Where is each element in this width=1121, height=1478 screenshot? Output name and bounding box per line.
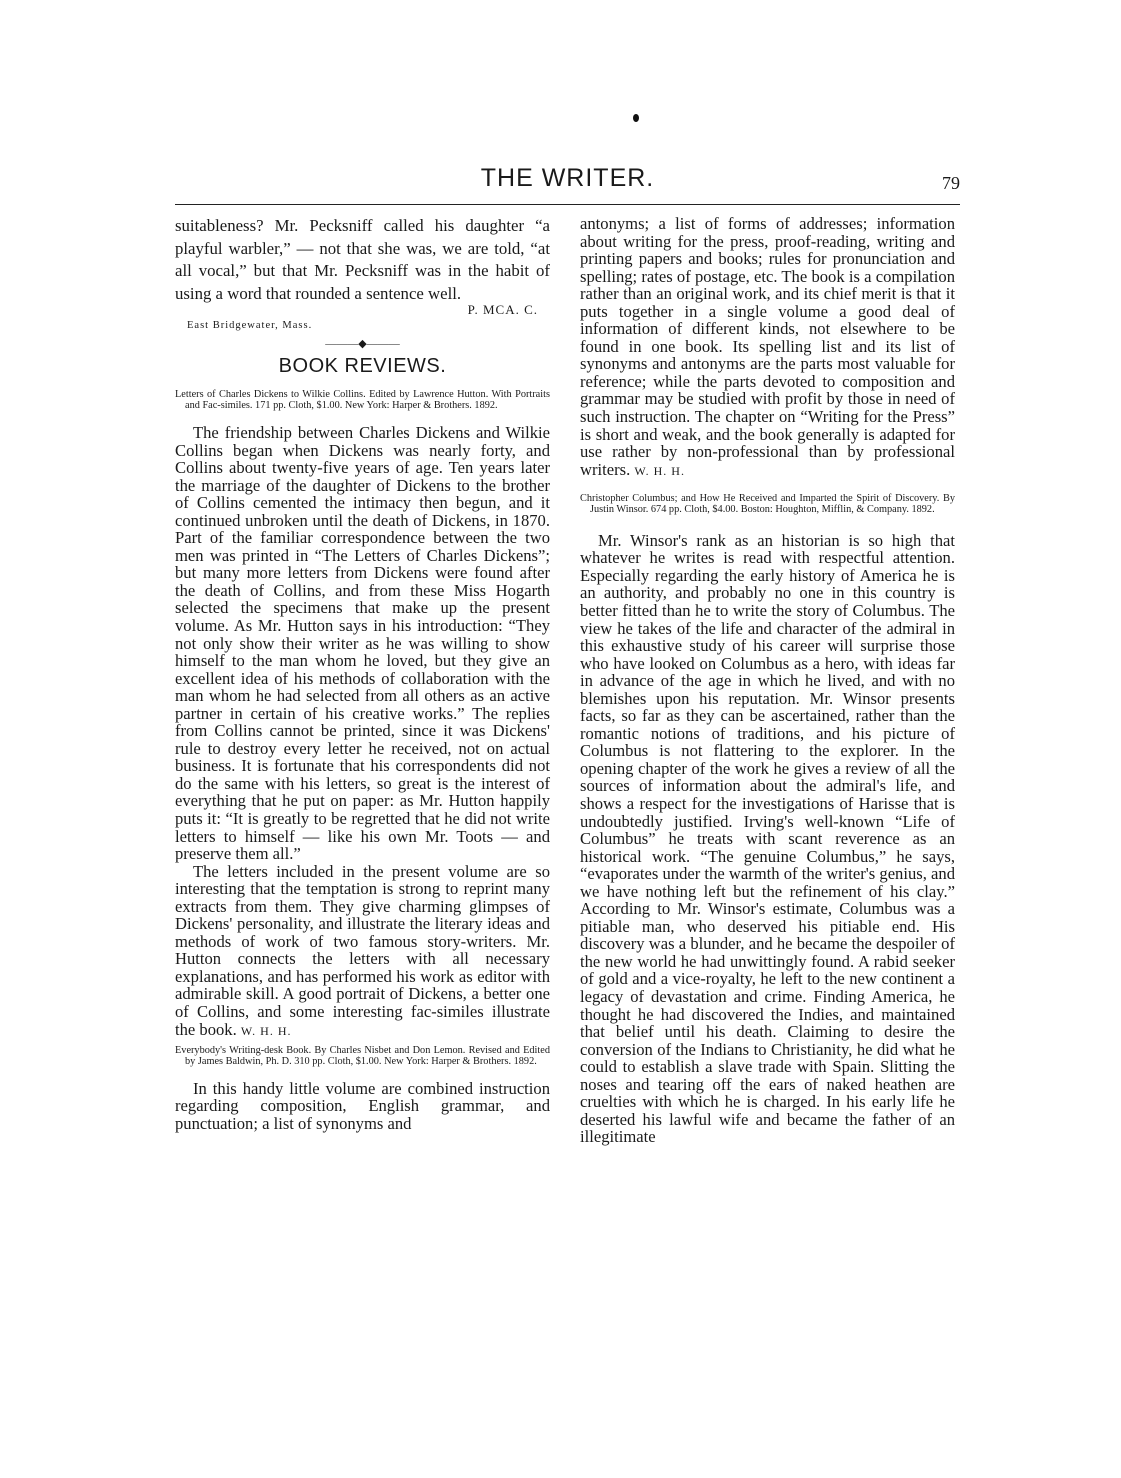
right-column — [580, 215, 955, 1146]
running-head — [175, 164, 960, 205]
section-separator: ———◆——— — [325, 338, 400, 351]
review-paragraph — [580, 215, 955, 480]
lead-initials: P. MCA. C. — [467, 302, 538, 318]
review-header: Everybody's Writing-desk Book. By Charles Nisbet and Don Lemon. Revised and Edited by James Baldwin, Ph. D. 310 pp. Cloth, $1.00. New York: Harper & Brothers. 1892. — [175, 1045, 550, 1067]
review-paragraph-text: The letters included in the present volume are so interesting that the temptation is strong to reprint many extracts from them. They give charming glimpses of Dickens' personality, and illustrate the literary ideas and methods of work of two famous story-writers. Mr. Hutton connects the letters with all necessary explanations, and has performed his work as editor with admirable skill. A good portrait of Dickens, a better one of Collins, and some interesting fac-similes illustrate the book. — [175, 861, 550, 1039]
review-paragraph-text: antonyms; a list of forms of addresses; information about writing for the press, proof-reading, writing and printing papers and books; rules for pronunciation and spelling; rates of postage, etc. The book is a compilation rather than an original work, and its chief merit is that it puts together in a single volume a good deal of information of different kinds, not elsewhere to be found in one book. Its spelling list and its list of synonyms and antonyms are the parts most valuable for reference; while the parts devoted to composition and grammar may be studied with profit by those in need of such instruction. The chapter on “Writing for the Press” is short and weak, and the book generally is adapted for use rather by non-professional than by professional writers. — [580, 214, 955, 479]
review-header: Letters of Charles Dickens to Wilkie Collins. Edited by Lawrence Hutton. With Portraits and Fac-similes. 171 pp. Cloth, $1.00. New York: Harper & Brothers. 1892. — [175, 389, 550, 412]
review-paragraph: Mr. Winsor's rank as an historian is so high that whatever he writes is read with respectful attention. Especially regarding the early history of America he is an authority, and probably no one in this country is better fitted than he to write the story of Columbus. The view he takes of the life and character of the admiral in this exhaustive study of his career will surprise those who have looked on Columbus as a hero, with ideas far in advance of the age in which he lived, and with no blemishes upon his reputation. Mr. Winsor presents facts, so far as they can be ascertained, rather than the romantic notions of traditions, and his picture of Columbus is not flattering to the explorer. In the opening chapter of the work he gives a review of all the sources of information about the admiral's life, and shows a respect for the investigations of Harisse that is undoubtedly justified. Irving's well-known “Life of Columbus” he treats with scant reverence as an historical work. “The genuine Columbus,” he says, “evaporates under the warmth of the writer's genius, and we have nothing left but the refinement of his clay.” According to Mr. Winsor's estimate, Columbus was a pitiable man, who deserved his pitiable end. His discovery was a blunder, and he became the despoiler of the new world he had unwittingly found. A rabid seeker of gold and a vice-royalty, he left to the new continent a legacy of devastation and crime. Finding America, he thought he had discovered the Indies, and maintained that belief until his death. Claiming to desire the conversion of the Indians to Christianity, he did what he could to establish a slave trade with Spain. Slitting the noses and tearing off the ears of naked heathen are cruelties with which he is charged. In his early life he deserted his lawful wife and became the father of an illegitimate — [580, 530, 955, 1147]
review-paragraph: The friendship between Charles Dickens and Wilkie Collins began when Dickens was nearly forty, and Collins about twenty-five years of age. Ten years later the marriage of the daughter of Dickens to the brother of Collins cemented the intimacy then begun, and it continued unbroken until the death of Dickens, in 1870. Part of the familiar correspondence between the two men was printed in “The Letters of Charles Dickens”; but many more letters from Dickens were found after the death of Collins, and from these Miss Hogarth selected the specimens that make up the present volume. As Mr. Hutton says in his introduction: “They not only show their writer as he was willing to show himself to the man whom he loved, but they give an excellent idea of his methods of collaboration with the man whom he had selected from all others as an active partner in certain of his creative works.” The replies from Collins cannot be printed, since it was Dickens' rule to destroy every letter he received, not on actual business. It is fortunate that his correspondents did not do the same with his letters, so great is the interest of everything that he put on paper: as Mr. Hutton happily puts it: “It is greatly to be regretted that he did not write letters to himself — like his own Mr. Toots — and preserve them all.” — [175, 422, 550, 864]
section-title: BOOK REVIEWS. — [278, 355, 447, 378]
left-column — [175, 215, 550, 1132]
printer-mark — [633, 114, 639, 122]
page-number: 79 — [942, 173, 960, 193]
review-signature: W. H. H. — [634, 463, 685, 478]
review-header: Christopher Columbus; and How He Received and Imparted the Spirit of Discovery. By Justin Winsor. 674 pp. Cloth, $4.00. Boston: Houghton, Mifflin, & Company. 1892. — [580, 493, 955, 515]
lead-place: East Bridgewater, Mass. — [187, 320, 313, 332]
lead-paragraph: suitableness? Mr. Pecksniff called his daughter “a playful warbler,” — not that she was, we are told, “at all vocal,” but that Mr. Pecksniff was in the habit of using a word that rounded a sentence well. — [175, 216, 550, 303]
review-signature: W. H. H. — [240, 1023, 292, 1038]
review-paragraph — [175, 863, 550, 1040]
journal-title: THE WRITER. — [480, 164, 655, 192]
review-paragraph: In this handy little volume are combined instruction regarding composition, English grammar, and punctuation; a list of synonyms and — [175, 1078, 550, 1133]
